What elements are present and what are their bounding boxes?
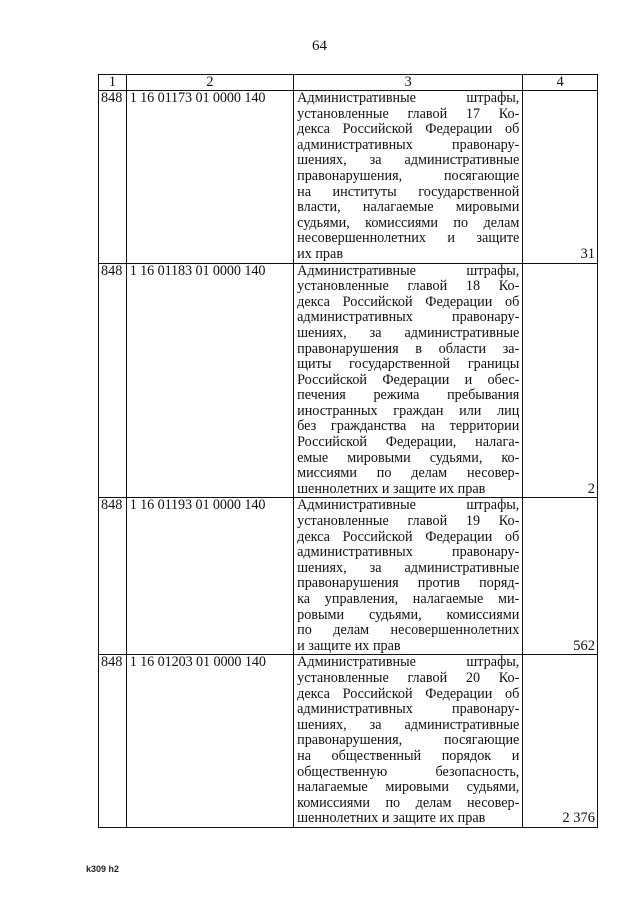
classification-code-cell: 1 16 01173 01 0000 140 [126, 91, 293, 264]
amount-cell: 2 [523, 263, 598, 498]
description-line: административных правонару- [297, 136, 520, 153]
description-line: налагаемые мировыми судьями, [297, 779, 520, 796]
description-line: несовершеннолетних и защите [297, 230, 520, 247]
classification-code-cell: 1 16 01193 01 0000 140 [126, 498, 293, 655]
description-cell [294, 91, 523, 264]
description-line: общественную безопасность, [297, 763, 520, 780]
description-line: ровыми судьями, комиссиями [297, 606, 520, 623]
description-line: правонарушения, посягающие [297, 167, 520, 184]
description-line: ка управления, налагаемые ми- [297, 591, 520, 607]
description-line: декса Российской Федерации об [297, 293, 520, 310]
description-line: по делам несовершеннолетних [297, 622, 520, 639]
description-line: иностранных граждан или лиц [297, 402, 520, 419]
description-line: печения режима пребывания [297, 387, 520, 404]
description-line: Административные штрафы, [297, 262, 520, 279]
description-line: комиссиями по делам несовер- [297, 794, 520, 811]
description-line: емые мировыми судьями, ко- [297, 449, 520, 466]
footer-mark: k309 h2 [86, 864, 120, 874]
table-row [99, 498, 598, 655]
description-line: на общественный порядок и [297, 747, 520, 764]
description-line: декса Российской Федерации об [297, 528, 520, 545]
description-line: миссиями по делам несовер- [297, 465, 520, 482]
page-number: 64 [312, 38, 327, 54]
classification-code-cell: 1 16 01183 01 0000 140 [126, 263, 293, 498]
table-body [99, 91, 598, 828]
description-cell [294, 498, 523, 655]
description-line: судьями, комиссиями по делам [297, 214, 520, 231]
description-line: Российской Федерации, налага- [297, 434, 520, 451]
description-line: шениях, за административные [297, 324, 520, 341]
description-line: установленные главой 18 Ко- [297, 278, 520, 295]
description-line: Административные штрафы, [297, 497, 520, 514]
column-header-2: 2 [126, 75, 293, 91]
description-line: шеннолетних и защите их прав [297, 480, 486, 497]
header-row [99, 75, 598, 91]
column-header-4: 4 [523, 75, 598, 91]
description-line: шениях, за административные [297, 559, 520, 576]
chapter-code-cell: 848 [99, 263, 127, 498]
column-header-1: 1 [99, 75, 127, 91]
amount-cell: 2 376 [523, 655, 598, 828]
table-row [99, 91, 598, 264]
description-line: правонарушения, посягающие [297, 732, 520, 749]
description-line: установленные главой 17 Ко- [297, 105, 520, 122]
description-line: декса Российской Федерации об [297, 121, 520, 138]
description-line: без гражданства на территории [297, 418, 520, 435]
chapter-code-cell: 848 [99, 655, 127, 828]
description-line: установленные главой 20 Ко- [297, 669, 520, 686]
description-line: правонарушения в области за- [297, 340, 520, 357]
description-line: щиты государственной границы [297, 356, 520, 373]
chapter-code-cell: 848 [99, 91, 127, 264]
description-line: Российской Федерации и обес- [297, 371, 520, 388]
table-row [99, 655, 598, 828]
table-row [99, 263, 598, 498]
description-line: шениях, за административные [297, 716, 520, 733]
description-cell [294, 263, 523, 498]
description-line: их прав [297, 245, 344, 262]
description-line: Административные штрафы, [297, 654, 520, 671]
description-line: декса Российской Федерации об [297, 685, 520, 702]
description-line: административных правонару- [297, 701, 520, 718]
description-line: шениях, за административные [297, 152, 520, 169]
description-line: административных правонару- [297, 309, 520, 326]
description-line: установленные главой 19 Ко- [297, 513, 520, 530]
chapter-code-cell: 848 [99, 498, 127, 655]
table-header [99, 75, 598, 91]
amount-cell: 31 [523, 91, 598, 264]
description-line: и защите их прав [297, 637, 401, 654]
description-line: шеннолетних и защите их прав [297, 810, 486, 827]
description-line: на институты государственной [297, 183, 520, 200]
amount-cell: 562 [523, 498, 598, 655]
description-line: власти, налагаемые мировыми [297, 199, 520, 216]
classification-code-cell: 1 16 01203 01 0000 140 [126, 655, 293, 828]
column-header-3: 3 [294, 75, 523, 91]
description-line: административных правонару- [297, 544, 520, 561]
description-line: правонарушения против поряд- [297, 575, 520, 592]
description-line: Административные штрафы, [297, 90, 520, 106]
description-cell [294, 655, 523, 828]
budget-table [98, 74, 598, 828]
